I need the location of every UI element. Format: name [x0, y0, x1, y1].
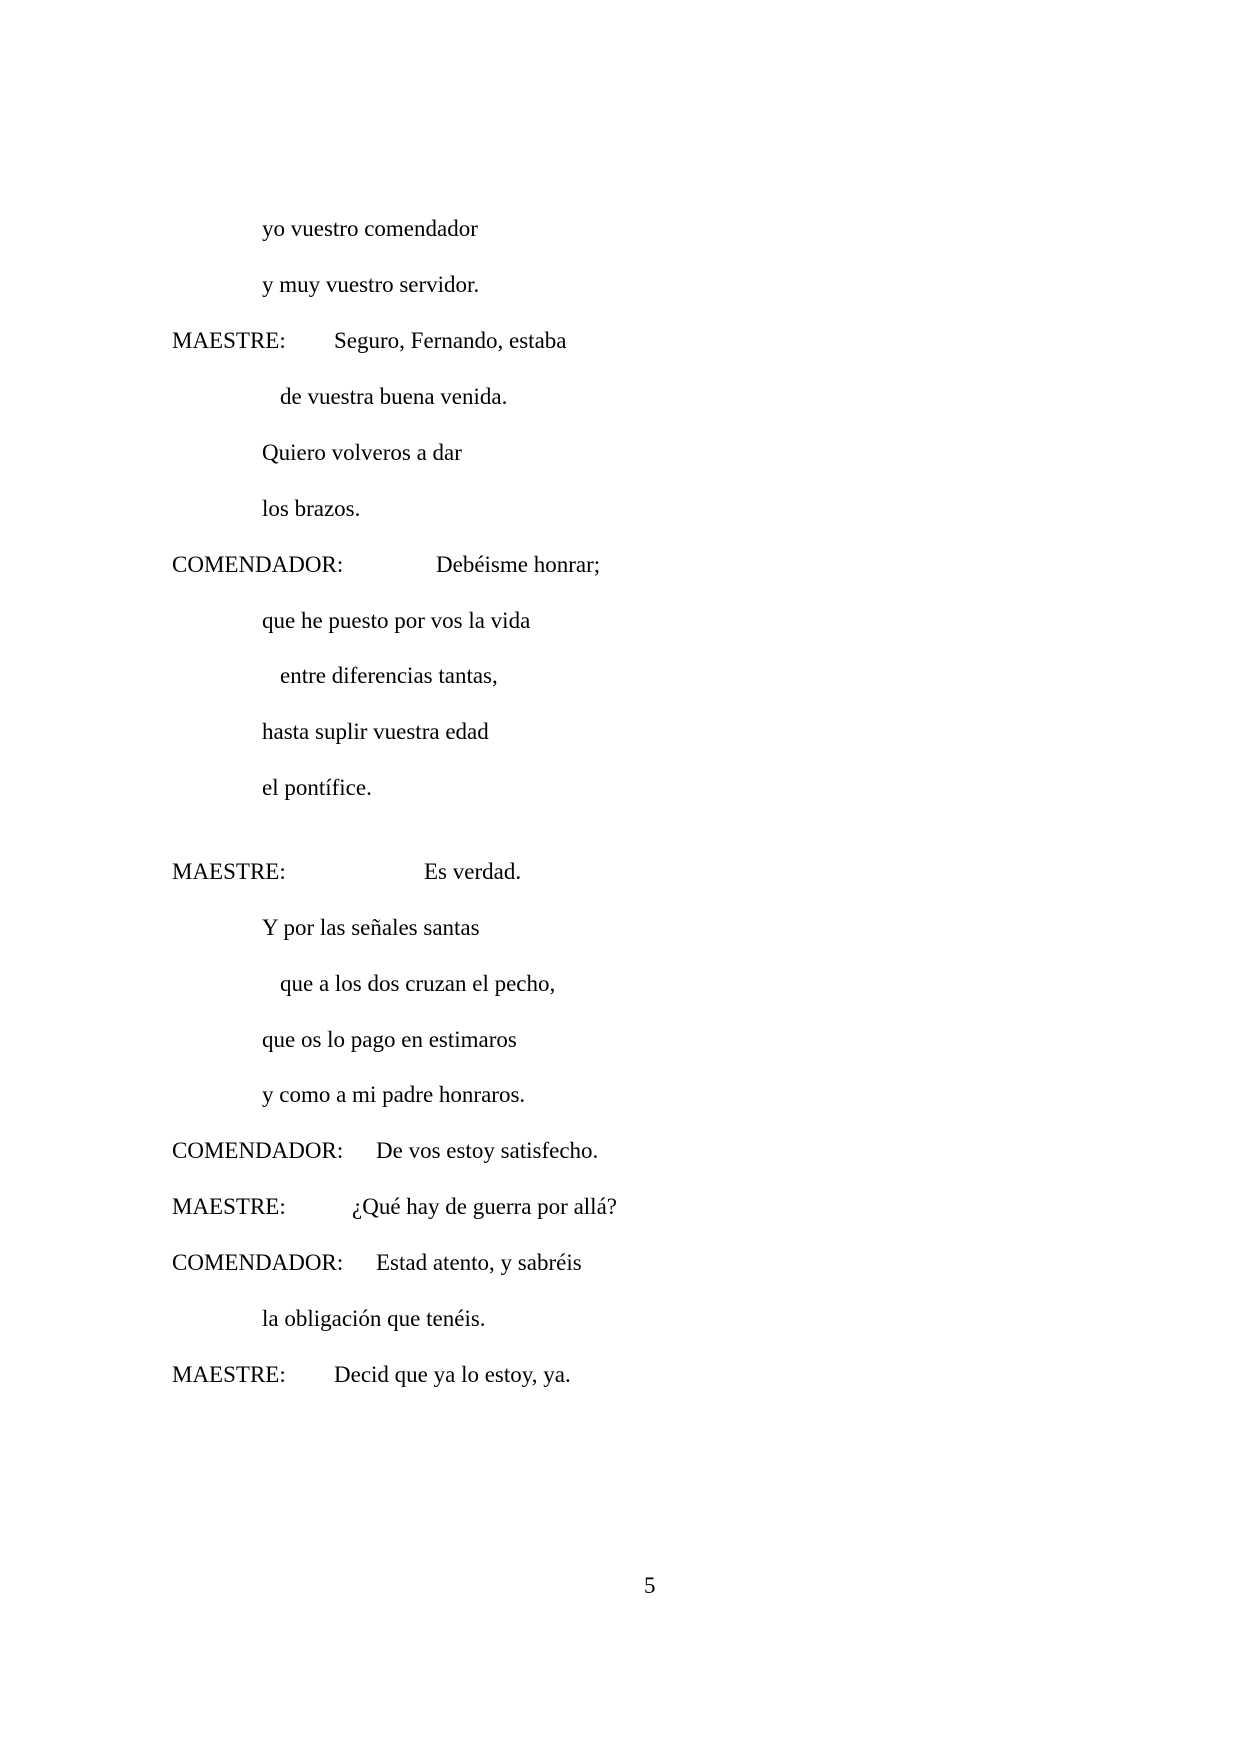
speaker-name: COMENDADOR:	[172, 1250, 344, 1275]
verse-line: que os lo pago en estimaros	[262, 1027, 517, 1052]
verse-line: y como a mi padre honraros.	[262, 1082, 526, 1107]
verse-line: entre diferencias tantas,	[280, 663, 498, 688]
speaker-name: MAESTRE:	[172, 328, 286, 353]
verse-line: Decid que ya lo estoy, ya.	[334, 1362, 571, 1387]
verse-line: Y por las señales santas	[262, 915, 480, 940]
verse-line: que a los dos cruzan el pecho,	[280, 971, 556, 996]
verse-line: yo vuestro comendador	[262, 216, 478, 241]
speaker-name: COMENDADOR:	[172, 552, 344, 577]
speaker-name: MAESTRE:	[172, 859, 286, 884]
verse-line: Debéisme honrar;	[436, 552, 601, 577]
verse-line: los brazos.	[262, 496, 361, 521]
page-number: 5	[644, 1573, 656, 1598]
verse-line: de vuestra buena venida.	[280, 384, 508, 409]
verse-line: ¿Qué hay de guerra por allá?	[352, 1194, 617, 1219]
verse-line: Es verdad.	[424, 859, 522, 884]
verse-line: Seguro, Fernando, estaba	[334, 328, 567, 353]
verse-line: hasta suplir vuestra edad	[262, 719, 489, 744]
speaker-name: MAESTRE:	[172, 1362, 286, 1387]
speaker-name: MAESTRE:	[172, 1194, 286, 1219]
verse-line: la obligación que tenéis.	[262, 1306, 486, 1331]
verse-line: Estad atento, y sabréis	[376, 1250, 582, 1275]
verse-line: De vos estoy satisfecho.	[376, 1138, 599, 1163]
verse-line: y muy vuestro servidor.	[262, 272, 480, 297]
verse-line: que he puesto por vos la vida	[262, 608, 531, 633]
verse-line: Quiero volveros a dar	[262, 440, 462, 465]
speaker-name: COMENDADOR:	[172, 1138, 344, 1163]
verse-line: el pontífice.	[262, 775, 372, 800]
